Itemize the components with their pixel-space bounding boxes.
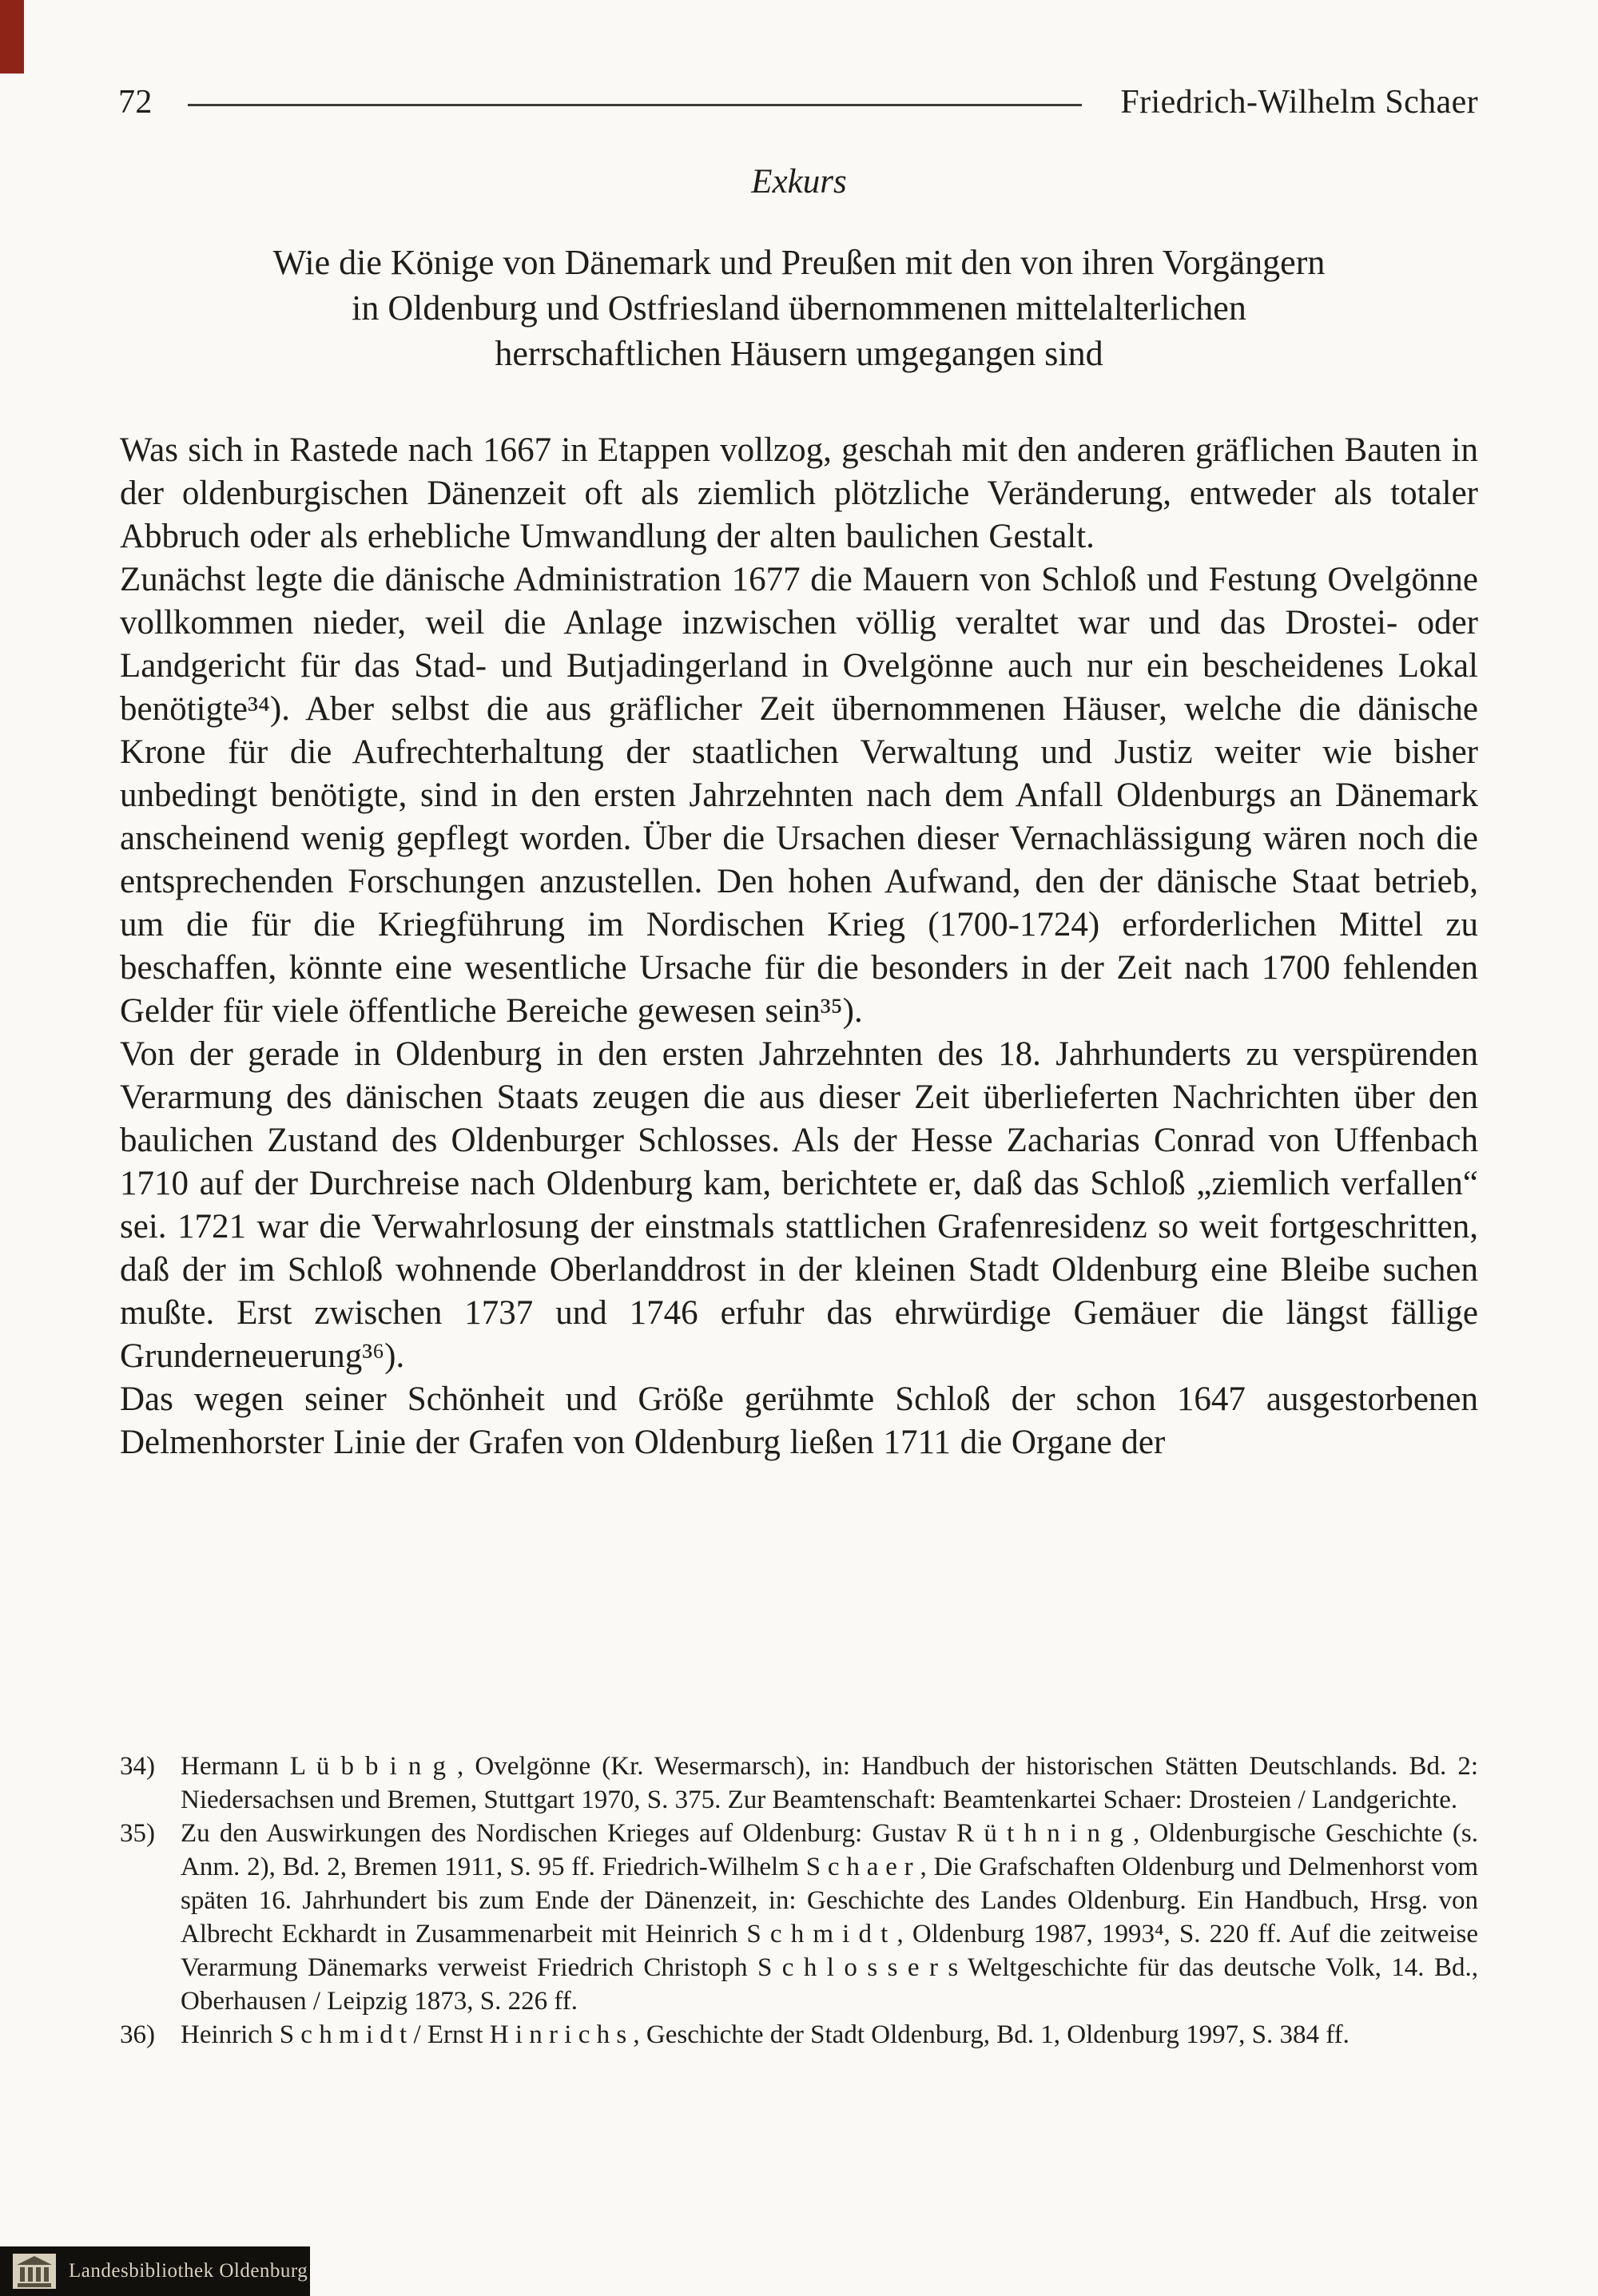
body-text	[120, 429, 1478, 1464]
paragraph-2: Zunächst legte die dänische Administration 1677 die Mauern von Schloß und Festung Ovelgönne vollkommen nieder, weil die Anlage inzwischen völlig veraltet war und das Drostei- oder Landgericht für das Stad- und Butjadingerland in Ovelgönne auch nur ein bescheidenes Lokal benötigte³⁴). Aber selbst die aus gräflicher Zeit übernommenen Häuser, welche die dänische Krone für die Aufrechterhaltung der staatlichen Verwaltung und Justiz weiter wie bisher unbedingt benötigte, sind in den ersten Jahrzehnten nach dem Anfall Oldenburgs an Dänemark anscheinend wenig gepflegt worden. Über die Ursachen dieser Vernachlässigung wären noch die entsprechenden Forschungen anzustellen. Den hohen Aufwand, den der dänische Staat betrieb, um die für die Kriegführung im Nordischen Krieg (1700-1724) erforderlichen Mittel zu beschaffen, könnte eine wesentliche Ursache für die besonders in der Zeit nach 1700 fehlenden Gelder für viele öffentliche Bereiche gewesen sein³⁵).	[120, 561, 1478, 1030]
library-stamp-label: Landesbibliothek Oldenburg	[69, 2260, 308, 2282]
title-line-1: Wie die Könige von Dänemark und Preußen mit den von ihren Vorgängern	[272, 243, 1326, 282]
page-content	[120, 161, 1478, 1464]
library-stamp-bar	[0, 2246, 310, 2296]
footnote-36-text: Heinrich S c h m i d t / Ernst H i n r i c h s , Geschichte der Stadt Oldenburg, Bd. 1, Oldenburg 1997, S. 384 ff.	[181, 2020, 1350, 2049]
footnote-35-text: Zu den Auswirkungen des Nordischen Krieges auf Oldenburg: Gustav R ü t h n i n g , Oldenburgische Geschichte (s. Anm. 2), Bd. 2, Bremen 1911, S. 95 ff. Friedrich-Wilhelm S c h a e r , Die Grafschaften Oldenburg und Delmenhorst vom späten 16. Jahrhundert bis zum Ende der Dänenzeit, in: Geschichte des Landes Oldenburg. Ein Handbuch, Hrsg. von Albrecht Eckhardt in Zusammenarbeit mit Heinrich S c h m i d t , Oldenburg 1987, 1993⁴, S. 220 ff. Auf die zeitweise Verarmung Dänemarks verweist Friedrich Christoph S c h l o s s e r s Weltgeschichte für das deutsche Volk, 14. Bd., Oberhausen / Leipzig 1873, S. 226 ff.	[181, 1819, 1478, 2016]
paragraph-3: Von der gerade in Oldenburg in den ersten Jahrzehnten des 18. Jahrhunderts zu verspürenden Verarmung des dänischen Staats zeugen die aus dieser Zeit überlieferten Nachrichten über den baulichen Zustand des Oldenburger Schlosses. Als der Hesse Zacharias Conrad von Uffenbach 1710 auf der Durchreise nach Oldenburg kam, berichtete er, daß das Schloß „ziemlich verfallen“ sei. 1721 war die Verwahrlosung der einstmals stattlichen Grafenresidenz so weit fortgeschritten, daß der im Schloß wohnende Oberlanddrost in der kleinen Stadt Oldenburg eine Bleibe suchen mußte. Erst zwischen 1737 und 1746 erfuhr das ehrwürdige Gemäuer die längst fällige Grunderneuerung³⁶).	[120, 1035, 1478, 1375]
footnote-35	[120, 1817, 1478, 2018]
section-kicker: Exkurs	[751, 163, 847, 201]
title-line-3: herrschaftlichen Häusern umgegangen sind	[495, 334, 1103, 373]
footnote-36-marker: 36)	[120, 2020, 155, 2049]
running-head	[118, 83, 1478, 121]
running-head-author: Friedrich-Wilhelm Schaer	[1120, 84, 1478, 121]
title-line-2: in Oldenburg und Ostfriesland übernommenen mittelalterlichen	[352, 288, 1246, 328]
header-rule	[188, 104, 1083, 106]
page-number: 72	[118, 84, 153, 121]
paragraph-1: Was sich in Rastede nach 1667 in Etappen vollzog, geschah mit den anderen gräflichen Bauten in der oldenburgischen Dänenzeit oft als ziemlich plötzliche Veränderung, entweder als totaler Abbruch oder als erhebliche Umwandlung der alten baulichen Gestalt.	[120, 431, 1478, 555]
footnote-35-marker: 35)	[120, 1819, 155, 1848]
footnote-34-marker: 34)	[120, 1752, 155, 1781]
footnote-34	[120, 1750, 1478, 1817]
paragraph-4: Das wegen seiner Schönheit und Größe gerühmte Schloß der schon 1647 ausgestorbenen Delmenhorster Linie der Grafen von Oldenburg ließen 1711 die Organe der	[120, 1380, 1478, 1461]
library-building-icon	[13, 2254, 56, 2289]
footnote-36	[120, 2018, 1478, 2052]
footnotes-block	[120, 1750, 1478, 2052]
excursus-title	[120, 240, 1478, 376]
scan-edge-red-mark	[0, 0, 24, 73]
footnote-34-text: Hermann L ü b b i n g , Ovelgönne (Kr. Wesermarsch), in: Handbuch der historischen Stätten Deutschlands. Bd. 2: Niedersachsen und Bremen, Stuttgart 1970, S. 375. Zur Beamtenschaft: Beamtenkartei Schaer: Drosteien / Landgerichte.	[181, 1752, 1478, 1814]
